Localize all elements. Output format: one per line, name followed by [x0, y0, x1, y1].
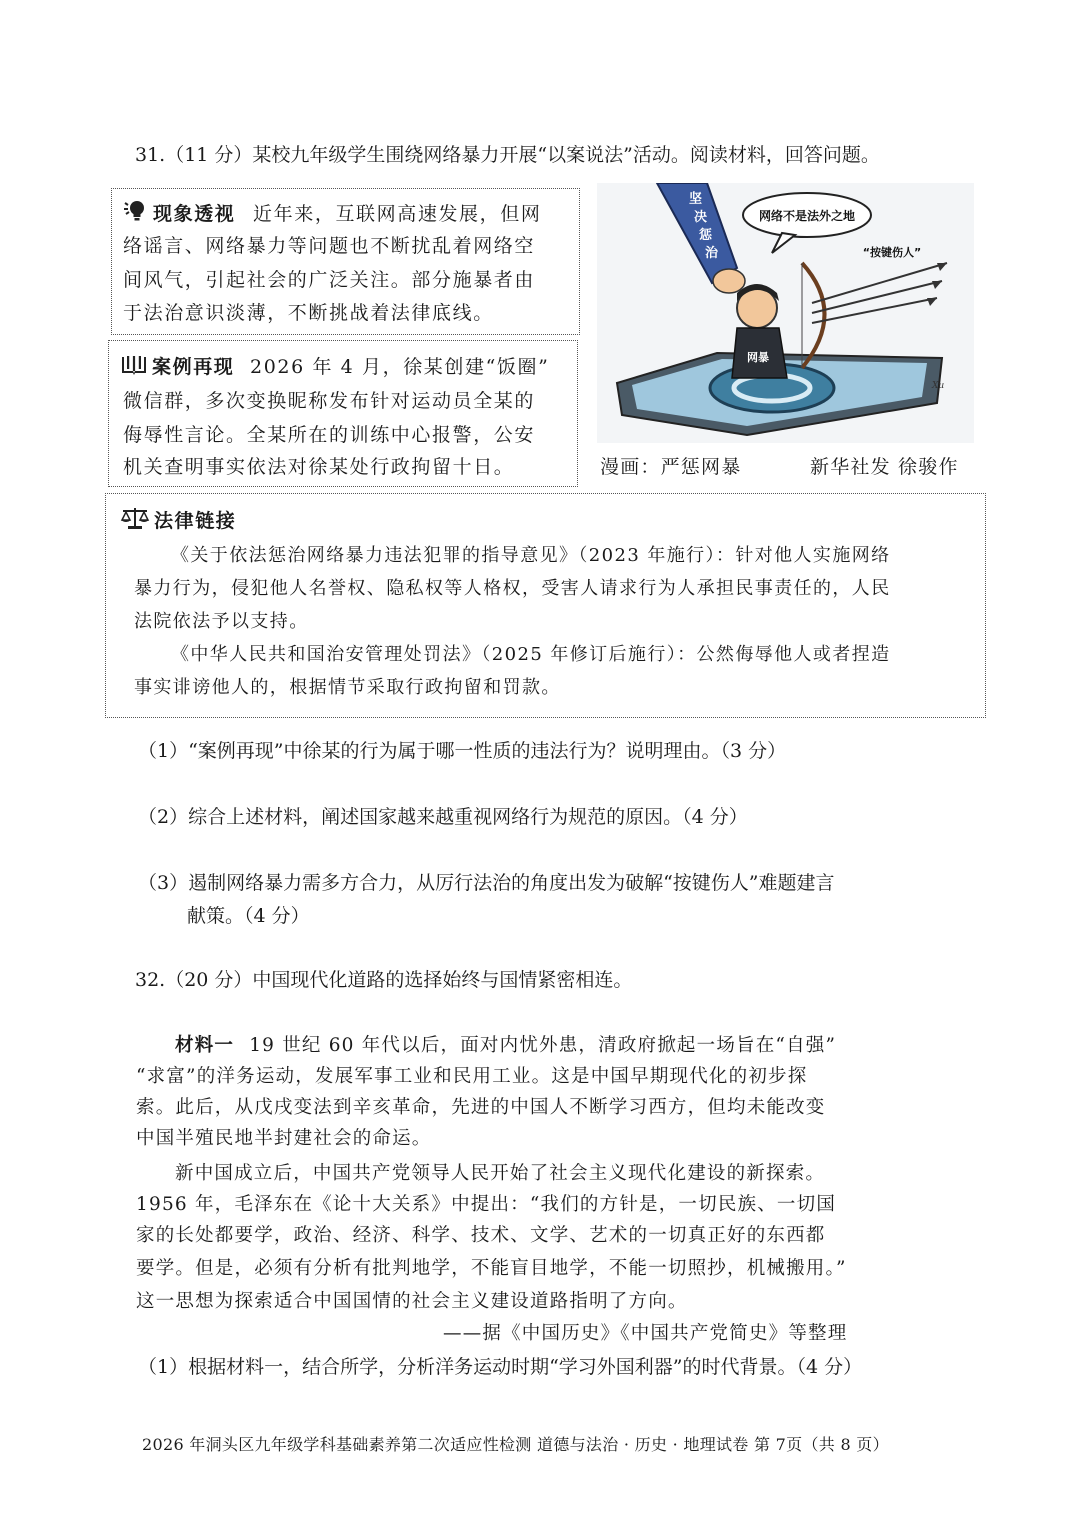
law-heading: [120, 505, 236, 537]
law-text-4: 《中华人民共和国治安管理处罚法》（2025 年修订后施行）：公然侮辱他人或者捏造: [171, 644, 891, 665]
phenomenon-line-1: [123, 198, 541, 230]
phenomenon-label: 现象透视: [153, 203, 236, 225]
cartoon-bubble-text: 网络不是法外之地: [758, 209, 856, 223]
case-label: 案例再现: [152, 356, 235, 378]
q32-title: 32.（20 分）中国现代化道路的选择始终与国情紧密相连。: [135, 969, 633, 991]
q32-material-text-7: 家的长处都要学，政治、经济、科学、技术、文学、艺术的一切真正好的东西都: [136, 1225, 826, 1246]
q32-material-text-9: 这一思想为探索适合中国国情的社会主义建设道路指明了方向。: [136, 1291, 688, 1312]
lightbulb-icon: [123, 199, 149, 223]
case-line-1: [120, 351, 549, 383]
sleeve-char-1: 坚: [689, 192, 703, 207]
phenomenon-text-1: 近年来，互联网高速发展，但网: [253, 203, 542, 225]
q31-subq2: （2）综合上述材料，阐述国家越来越重视网络行为规范的原因。（4 分）: [138, 806, 748, 828]
sleeve-char-3: 惩: [699, 228, 713, 243]
cartoon-caption-left: 漫画：严惩网暴: [600, 456, 742, 478]
law-text-1: 《关于依法惩治网络暴力违法犯罪的指导意见》（2023 年施行）：针对他人实施网络: [171, 545, 891, 566]
cartoon-arrow-label: “按键伤人”: [862, 246, 922, 259]
law-text-5: 事实诽谤他人的，根据情节采取行政拘留和罚款。: [134, 677, 561, 698]
q32-material-text-3: 索。此后，从戊戌变法到辛亥革命，先进的中国人不断学习西方，但均未能改变: [136, 1097, 826, 1118]
cartoon-shirt-text: 网暴: [747, 351, 769, 364]
sleeve-char-4: 治: [705, 246, 719, 261]
book-icon: [120, 354, 148, 376]
sleeve-char-2: 决: [694, 210, 708, 225]
cartoon-caption-right: 新华社发 徐骏作: [810, 456, 959, 478]
phenomenon-text-4: 于法治意识淡薄，不断挑战着法律底线。: [123, 302, 494, 324]
q32-material-label: 材料一: [175, 1035, 235, 1056]
q32-subq1: （1）根据材料一，结合所学，分析洋务运动时期“学习外国利器”的时代背景。（4 分）: [138, 1356, 863, 1378]
q31-subq3-line1: （3）遏制网络暴力需多方合力，从厉行法治的角度出发为破解“按键伤人”难题建言: [138, 872, 835, 894]
law-text-2: 暴力行为，侵犯他人名誉权、隐私权等人格权，受害人请求行为人承担民事责任的，人民: [134, 578, 891, 599]
cartoon-signature: Xu: [932, 381, 945, 391]
q31-subq1: （1）“案例再现”中徐某的行为属于哪一性质的违法行为？说明理由。（3 分）: [138, 740, 787, 762]
q32-material-text-5: 新中国成立后，中国共产党领导人民开始了社会主义现代化建设的新探索。: [175, 1163, 826, 1184]
law-label: 法律链接: [154, 510, 237, 532]
law-text-3: 法院依法予以支持。: [134, 611, 309, 632]
case-text-3: 侮辱性言论。全某所在的训练中心报警，公安: [123, 424, 536, 446]
q32-source: ——据《中国历史》《中国共产党简史》等整理: [443, 1323, 848, 1344]
scales-icon: [120, 506, 150, 530]
q32-material-line-1: [175, 1031, 836, 1062]
case-text-1: 2026 年 4 月，徐某创建“饭圈”: [250, 356, 550, 378]
q32-material-text-8: 要学。但是，必须有分析有批判地学，不能盲目地学，不能一切照抄，机械搬用。”: [136, 1258, 847, 1279]
q32-material-text-4: 中国半殖民地半封建社会的命运。: [136, 1128, 432, 1149]
phenomenon-text-2: 络谣言、网络暴力等问题也不断扰乱着网络空: [123, 235, 536, 257]
q31-title: 31.（11 分）某校九年级学生围绕网络暴力开展“以案说法”活动。阅读材料，回答问题。: [135, 144, 880, 166]
cartoon-image: [597, 183, 974, 443]
page-footer: 2026 年洞头区九年级学科基础素养第二次适应性检测 道德与法治 · 历史 · 地理试卷 第 7页（共 8 页）: [142, 1435, 889, 1454]
q32-material-text-1: 19 世纪 60 年代以后，面对内忧外患，清政府掀起一场旨在“自强”: [249, 1035, 837, 1056]
case-text-4: 机关查明事实依法对徐某处行政拘留十日。: [123, 456, 515, 478]
case-text-2: 微信群，多次变换昵称发布针对运动员全某的: [123, 390, 536, 412]
q32-material-text-6: 1956 年，毛泽东在《论十大关系》中提出：“我们的方针是，一切民族、一切国: [136, 1194, 837, 1215]
q31-subq3-line2: 献策。（4 分）: [187, 905, 310, 927]
phenomenon-text-3: 间风气，引起社会的广泛关注。部分施暴者由: [123, 269, 536, 291]
q32-material-text-2: “求富”的洋务运动，发展军事工业和民用工业。这是中国早期现代化的初步探: [136, 1066, 808, 1087]
